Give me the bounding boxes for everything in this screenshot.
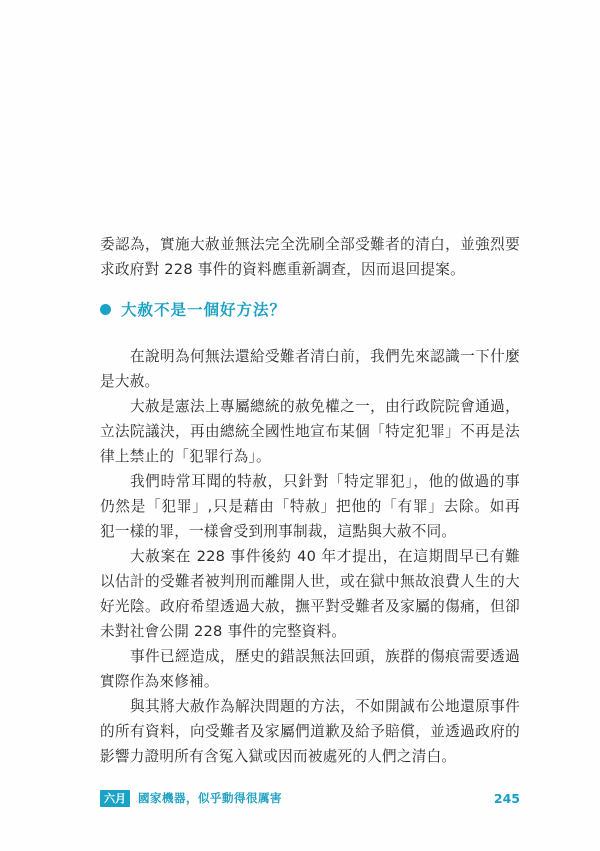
paragraph-3: 我們時常耳聞的特赦，只針對「特定罪犯」，他的做過的事仍然是「犯罪」,只是藉由「特赦」把他的「有罪」去除。如再犯一樣的罪，一樣會受到刑事制裁，這點與大赦不同。	[100, 473, 520, 540]
page-number: 245	[493, 790, 520, 806]
chapter-title: 國家機器，似乎動得很厲害	[138, 791, 282, 805]
paragraph-4: 大赦案在 228 事件後約 40 年才提出，在這期間早已有難以估計的受難者被判刑而離開人世，或在獄中無故浪費人生的大好光陰。政府希望透過大赦，撫平對受難者及家屬的傷痛，但卻未對社會公開 228 事件的完整資料。	[100, 548, 520, 640]
page-footer	[100, 789, 520, 807]
paragraph-5: 事件已經造成，歷史的錯誤無法回頭，族群的傷痕需要透過實際作為來修補。	[100, 648, 520, 690]
paragraph-6: 與其將大赦作為解決問題的方法，不如開誠布公地還原事件的所有資料，向受難者及家屬們道歉及給予賠償，並透過政府的影響力證明所有含冤入獄或因而被處死的人們之清白。	[100, 698, 520, 765]
paragraph-2: 大赦是憲法上專屬總統的赦免權之一，由行政院院會通過，立法院議決，再由總統全國性地宣布某個「特定犯罪」不再是法律上禁止的「犯罪行為」。	[100, 398, 520, 465]
section-heading	[100, 296, 286, 322]
section-heading-text: 大赦不是一個好方法？	[121, 301, 287, 319]
paragraph-continued: 委認為，實施大赦並無法完全洗刷全部受難者的清白，並強烈要求政府對 228 事件的資料應重新調查，因而退回提案。	[100, 236, 520, 278]
chapter-tag: 六月	[100, 790, 130, 807]
bullet-dot-icon	[100, 304, 111, 315]
paragraph-1: 在說明為何無法還給受難者清白前，我們先來認識一下什麼是大赦。	[100, 348, 520, 390]
